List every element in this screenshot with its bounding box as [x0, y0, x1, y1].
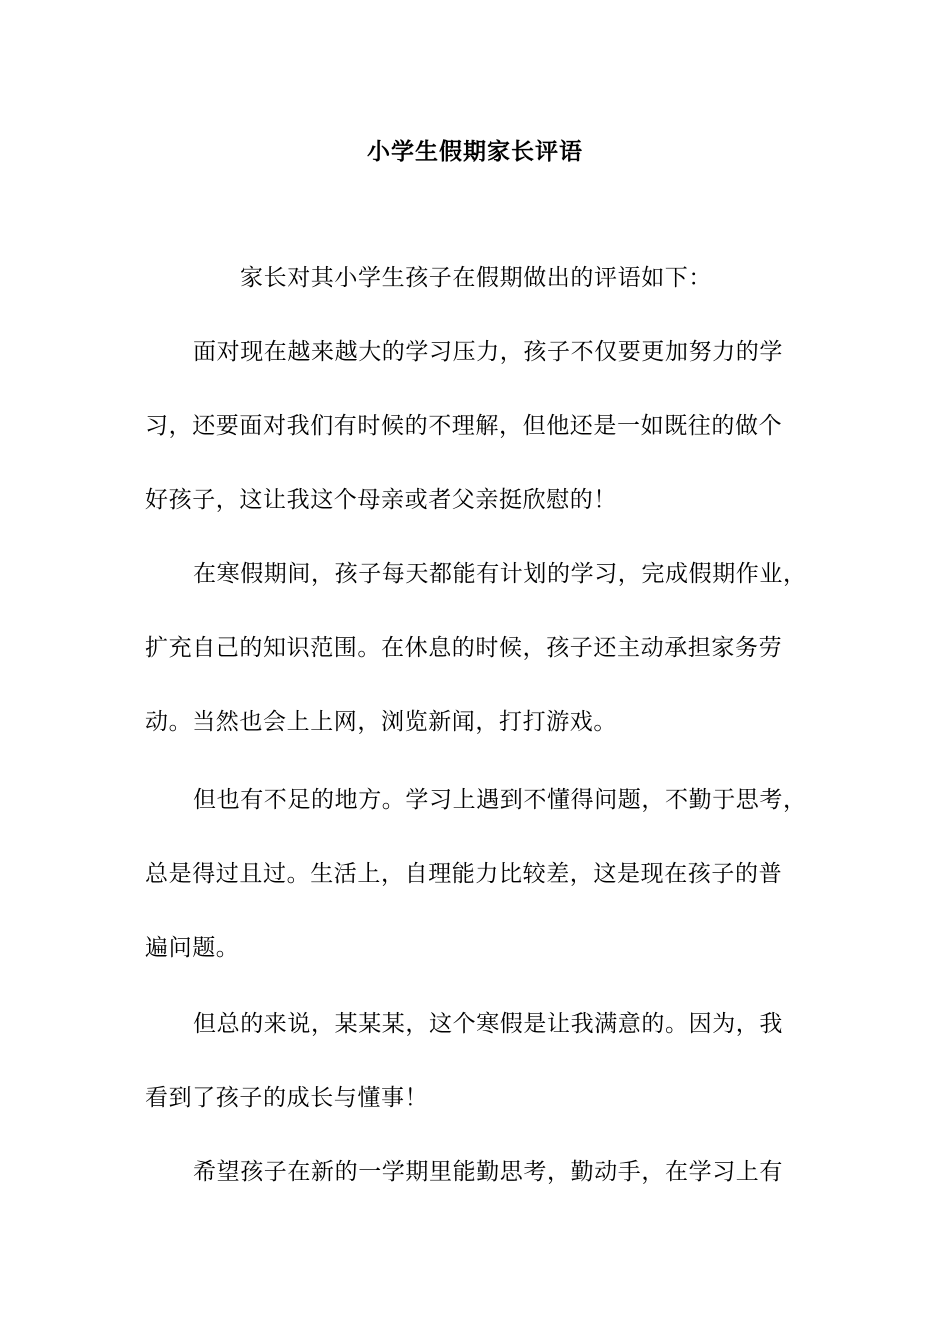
paragraph-2-line-2: 扩充自己的知识范围。在休息的时候，孩子还主动承担家务劳: [145, 635, 783, 661]
paragraph-2-line-1: 在寒假期间，孩子每天都能有计划的学习，完成假期作业，: [193, 561, 807, 587]
paragraph-3-line-1: 但也有不足的地方。学习上遇到不懂得问题，不勤于思考，: [193, 787, 807, 813]
paragraph-4-line-1: 但总的来说，某某某，这个寒假是让我满意的。因为，我: [193, 1011, 783, 1037]
paragraph-4-line-2: 看到了孩子的成长与懂事！: [145, 1085, 429, 1111]
paragraph-3-line-3: 遍问题。: [145, 935, 240, 961]
intro-line: 家长对其小学生孩子在假期做出的评语如下：: [240, 265, 712, 291]
paragraph-2-line-3: 动。当然也会上上网，浏览新闻，打打游戏。: [145, 709, 617, 735]
paragraph-1-line-3: 好孩子，这让我这个母亲或者父亲挺欣慰的！: [145, 487, 617, 513]
paragraph-1-line-2: 习，还要面对我们有时候的不理解，但他还是一如既往的做个: [145, 413, 783, 439]
document-title: 小学生假期家长评语: [367, 139, 583, 165]
paragraph-3-line-2: 总是得过且过。生活上，自理能力比较差，这是现在孩子的普: [145, 861, 783, 887]
paragraph-1-line-1: 面对现在越来越大的学习压力，孩子不仅要更加努力的学: [193, 339, 783, 365]
paragraph-5-line-1: 希望孩子在新的一学期里能勤思考，勤动手，在学习上有: [193, 1159, 783, 1185]
